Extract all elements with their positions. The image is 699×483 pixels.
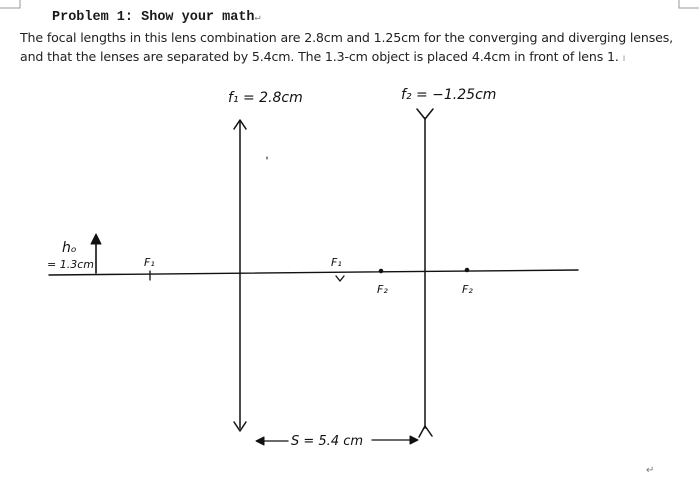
separation-arrowhead-left	[256, 437, 264, 445]
object-arrowhead	[91, 234, 101, 244]
object-height-value: = 1.3cm	[47, 258, 94, 271]
focus-2-right-dot	[465, 268, 469, 272]
focus-2-left-dot	[379, 269, 383, 273]
focus-1-left-label: F₁	[144, 256, 155, 269]
description-line-2-text: and that the lenses are separated by 5.4cm. The 1.3-cm object is placed 4.4cm in front of lens 1.	[20, 49, 619, 64]
cursor-mark-icon: ı	[622, 53, 626, 64]
object-height-label: hₒ	[62, 240, 77, 256]
focus-1-right-tick	[336, 276, 344, 281]
lens-2-bottom-v-mark	[419, 426, 432, 437]
focus-2-right-label: F₂	[462, 283, 473, 296]
focus-2-left-label: F₂	[377, 283, 388, 296]
separation-arrowhead-right	[410, 436, 418, 444]
description-line-1: The focal lengths in this lens combination are 2.8cm and 1.25cm for the converging and diverging lenses,	[20, 30, 673, 45]
end-paragraph-mark-icon: ↵	[646, 465, 655, 476]
focus-1-right-label: F₁	[331, 256, 342, 269]
optical-axis	[49, 270, 578, 275]
paragraph-mark-icon: ↵	[254, 13, 261, 24]
lens-separation-label: S = 5.4 cm	[291, 434, 364, 449]
f2-focal-length-label: f₂ = −1.25cm	[401, 87, 497, 103]
f1-focal-length-label: f₁ = 2.8cm	[228, 90, 303, 106]
problem-title-text: Problem 1: Show your math	[52, 10, 255, 25]
